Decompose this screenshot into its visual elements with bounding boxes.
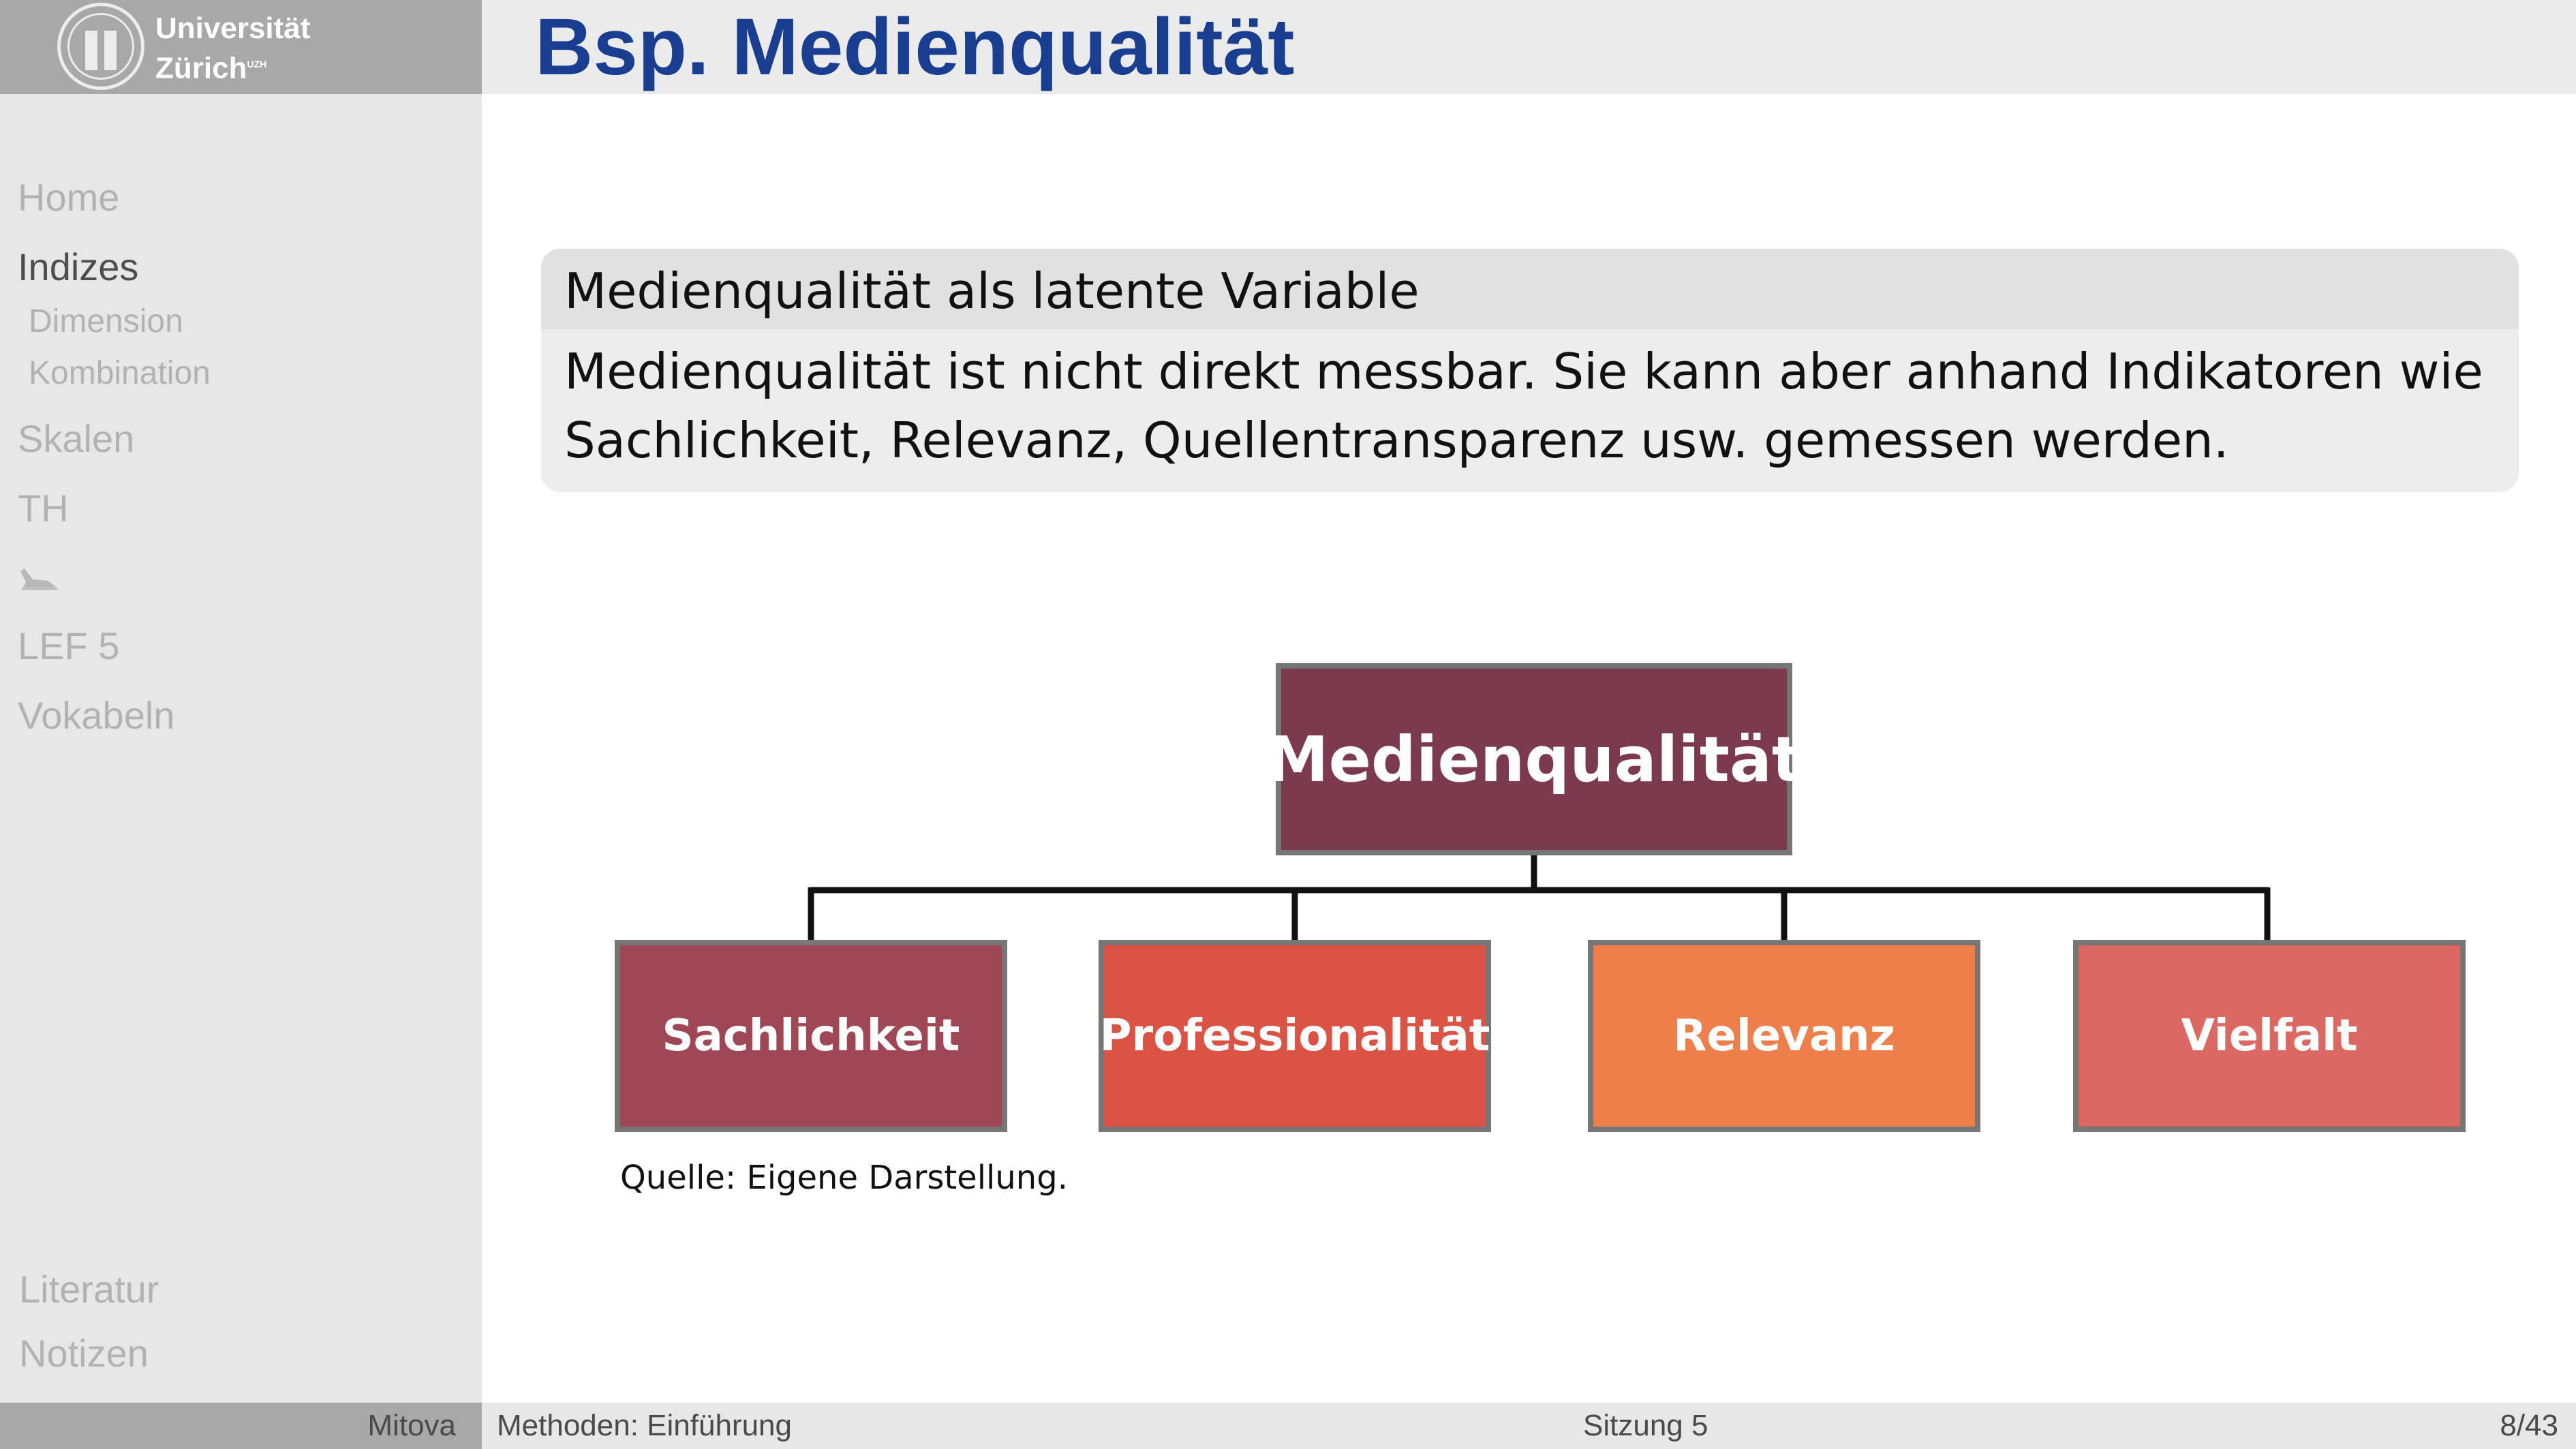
footer-left — [0, 1403, 482, 1449]
footer-session: Sitzung 5 — [1583, 1409, 1708, 1442]
university-logo[interactable] — [0, 0, 482, 94]
diagram-child-sachlichkeit: Sachlichkeit — [615, 940, 1007, 1132]
sidebar-item-literatur[interactable]: Literatur — [19, 1268, 159, 1311]
sidebar-item-kombination[interactable]: Kombination — [29, 355, 211, 391]
logo-name-line1: Universität — [155, 12, 311, 45]
sidebar-item-lef5[interactable]: LEF 5 — [18, 624, 120, 667]
sidebar-item-home[interactable]: Home — [18, 176, 120, 219]
footer-right — [482, 1403, 2576, 1449]
footer-page-number: 8/43 — [2500, 1409, 2558, 1442]
block-body: Medienqualität ist nicht direkt messbar. Sie kann aber anhand Indikatoren wie Sachlichkeit, Relevanz, Quellentransparenz usw. gemessen werden. — [564, 343, 2483, 469]
footer-author: Mitova — [367, 1409, 456, 1442]
page-title: Bsp. Medienqualität — [535, 2, 1295, 92]
diagram-child-relevanz: Relevanz — [1588, 940, 1980, 1132]
dog-icon[interactable] — [18, 564, 59, 592]
diagram-root-box: Medienqualität — [1276, 663, 1792, 855]
logo-suffix: UZH — [247, 59, 267, 70]
footer-course: Methoden: Einführung — [497, 1409, 792, 1442]
sidebar-item-notizen[interactable]: Notizen — [19, 1332, 149, 1375]
sidebar-item-skalen[interactable]: Skalen — [18, 417, 135, 460]
sidebar-item-dimension[interactable]: Dimension — [29, 303, 183, 339]
university-seal-icon — [57, 3, 144, 90]
sidebar-item-vokabeln[interactable]: Vokabeln — [18, 694, 175, 737]
sidebar-navigation — [0, 0, 482, 1449]
logo-name-line2: Zürich — [155, 51, 247, 85]
diagram-child-vielfalt: Vielfalt — [2073, 940, 2466, 1132]
definition-block — [541, 249, 2519, 492]
block-title: Medienqualität als latente Variable — [564, 262, 1420, 320]
logo-text — [155, 11, 310, 87]
diagram-child-professionalitaet: Professionalität — [1099, 940, 1491, 1132]
sidebar-item-indizes[interactable]: Indizes — [18, 245, 139, 288]
sidebar-item-th[interactable]: TH — [18, 487, 69, 530]
diagram-caption: Quelle: Eigene Darstellung. — [620, 1159, 1068, 1197]
header-bar — [482, 0, 2576, 94]
